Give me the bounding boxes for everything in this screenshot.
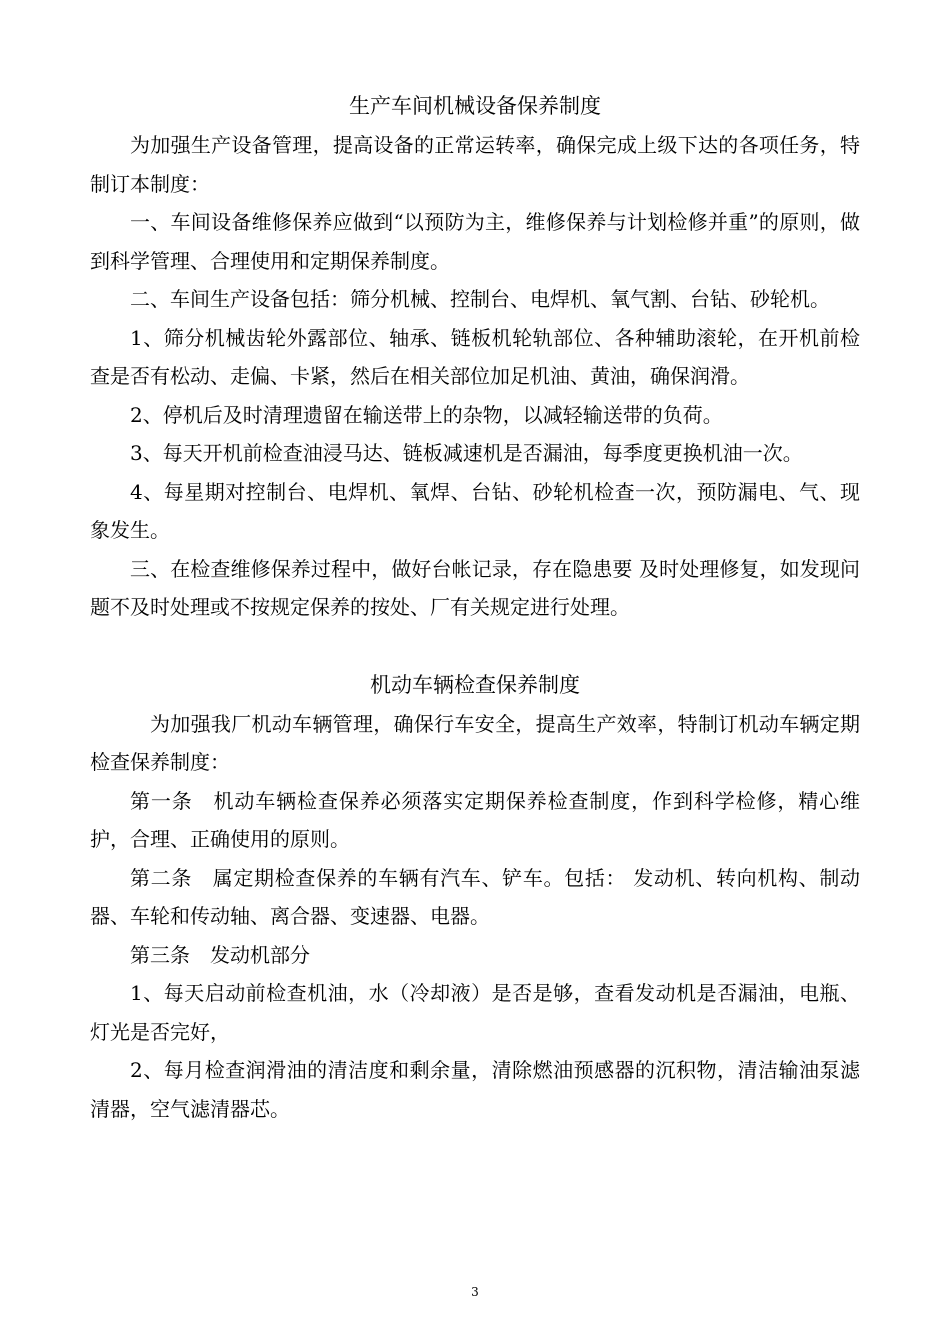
page-number: 3: [471, 1285, 479, 1299]
paragraph: 第二条 属定期检查保养的车辆有汽车、铲车。包括： 发动机、转向机构、制动器、车轮和传动轴、离合器、变速器、电器。: [90, 865, 860, 928]
paragraph: 1、筛分机械齿轮外露部位、轴承、链板机轮轨部位、各种辅助滚轮，在开机前检查是否有松动、走偏、卡紧，然后在相关部位加足机油、黄油，确保润滑。: [90, 325, 860, 388]
paragraph: 二、车间生产设备包括：筛分机械、控制台、电焊机、氧气割、台钻、砂轮机。: [130, 287, 830, 311]
paragraph: 一、车间设备维修保养应做到“以预防为主，维修保养与计划检修并重”的原则，做到科学管理、合理使用和定期保养制度。: [90, 210, 860, 273]
paragraph: 第三条 发动机部分: [130, 942, 310, 967]
paragraph: 为加强生产设备管理，提高设备的正常运转率，确保完成上级下达的各项任务，特制订本制度：: [90, 133, 860, 196]
paragraph: 第一条 机动车辆检查保养必须落实定期保养检查制度，作到科学检修，精心维护，合理、正确使用的原则。: [90, 788, 860, 851]
section-title: 生产车间机械设备保养制度: [349, 94, 601, 118]
document-page: [90, 86, 860, 1128]
paragraph: 4、每星期对控制台、电焊机、氧焊、台钻、砂轮机检查一次，预防漏电、气、现象发生。: [90, 479, 860, 542]
paragraph: 为加强我厂机动车辆管理，确保行车安全，提高生产效率，特制订机动车辆定期检查保养制度：: [90, 711, 860, 774]
section-spacer: [90, 627, 860, 665]
paragraph: 三、在检查维修保养过程中，做好台帐记录，存在隐患要 及时处理修复，如发现问题不及时处理或不按规定保养的按处、厂有关规定进行处理。: [90, 556, 860, 619]
paragraph: 1、每天启动前检查机油，水（冷却液）是否是够，查看发动机是否漏油，电瓶、灯光是否完好，: [90, 981, 860, 1044]
paragraph: 3、每天开机前检查油浸马达、链板减速机是否漏油，每季度更换机油一次。: [130, 441, 803, 465]
paragraph: 2、停机后及时清理遗留在输送带上的杂物，以减轻输送带的负荷。: [130, 402, 723, 427]
section-title: 机动车辆检查保养制度: [370, 672, 580, 697]
paragraph: 2、每月检查润滑油的清洁度和剩余量，清除燃油预感器的沉积物，清洁输油泵滤清器，空气滤清器芯。: [90, 1058, 860, 1121]
